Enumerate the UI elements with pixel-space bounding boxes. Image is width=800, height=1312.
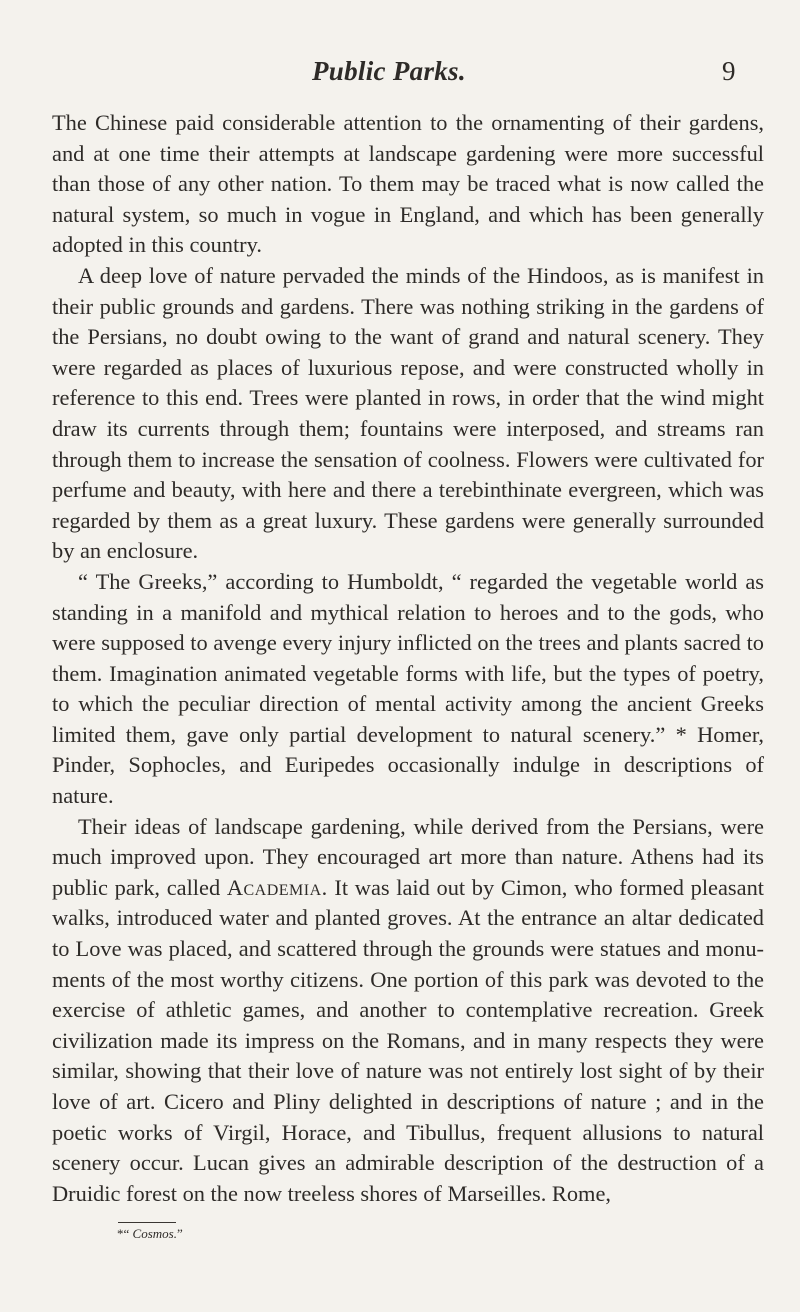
academia-term: Academia. bbox=[226, 874, 328, 900]
running-head bbox=[0, 56, 800, 96]
paragraph-chinese-gardens: The Chinese paid considerable attention to the ornamenting of their gardens, and at one time their attempts at landscape gardening were more successful than those of any other nation. To them may be traced what is now called the natural system, so much in vogue in England, and which has been generally adopted in this country. bbox=[52, 110, 764, 258]
footnote-rule bbox=[118, 1222, 176, 1223]
paragraph-text-end: It was laid out by Cimon, who formed pleasant walks, introduced water and planted groves. At the entrance an altar dedicated to Love was placed, and scattered through the grounds were statues and monuments of the most worthy citizens. One portion of this park was devoted to the exercise of athletic games, and another to contemplative recreation. Greek civilization made its impress on the Romans, and in many respects they were similar, showing that their love of nature was not entirely lost sight of by their love of art. Cicero and Pliny delighted in descriptions of nature ; and in the poetic works of Virgil, Horace, and Tibullus, frequent allusions to natural scenery occur. Lucan gives an admirable description of the destruction of a Druidic forest on the now treeless shores of Marseilles. Rome, bbox=[52, 874, 764, 1206]
paragraph-hindoos-persians: A deep love of nature pervaded the minds of the Hindoos, as is manifest in their public grounds and gardens. There was nothing striking in the gardens of the Persians, no doubt owing to the want of grand and natural scenery. They were regarded as places of luxurious repose, and were constructed wholly in reference to this end. Trees were planted in rows, in order that the wind might draw its currents through them; fountains were interposed, and streams ran through them to increase the sensation of coolness. Flowers were cultivated for perfume and beauty, with here and there a terebinthinate evergreen, which was regarded by them as a great luxury. These gardens were generally surrounded by an enclosure. bbox=[52, 262, 764, 564]
body-text bbox=[52, 108, 764, 1209]
running-title: Public Parks. bbox=[312, 56, 466, 86]
footnote-text: Cosmos. bbox=[132, 1226, 177, 1241]
paragraph-greek-landscape bbox=[52, 812, 764, 1210]
footnote-mark: *“ bbox=[117, 1226, 133, 1241]
paragraph-greeks-humboldt: “ The Greeks,” according to Humboldt, “ regarded the vegetable world as standing in a manifold and mythical relation to heroes and to the gods, who were supposed to avenge every injury inflicted on the trees and plants sacred to them. Imagination animated vegetable forms with life, but the types of poetry, to which the peculiar direction of mental activity among the ancient Greeks limited them, gave only partial development to natural scenery.” * Homer, Pinder, Sophocles, and Euripedes occasionally indulge in descriptions of nature. bbox=[52, 568, 764, 809]
paragraph-text-start: Their ideas of landscape gardening, while derived from the Persians, were much improved upon. They encouraged art more than nature. Athens had its public park, called bbox=[52, 813, 764, 900]
footnote bbox=[117, 1226, 183, 1242]
footnote-close: ” bbox=[176, 1226, 183, 1241]
page-number: 9 bbox=[722, 56, 736, 86]
